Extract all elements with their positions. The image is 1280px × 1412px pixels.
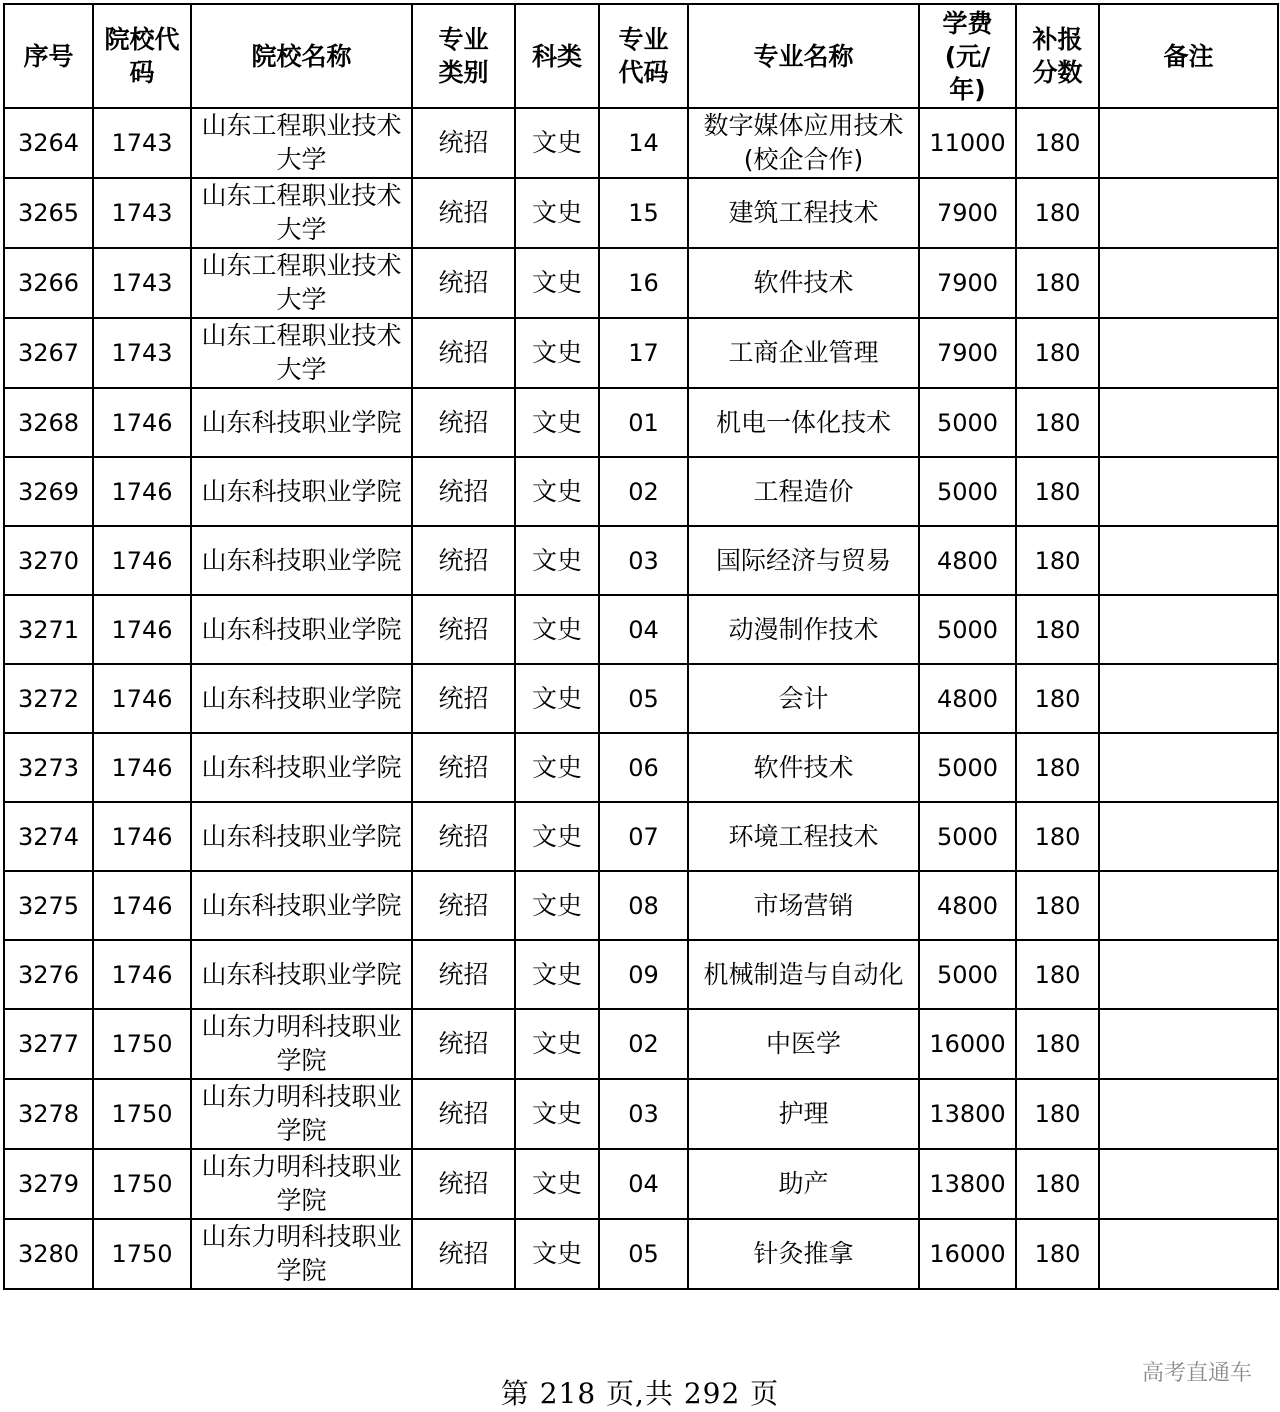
- subject-cell: 文史: [515, 178, 599, 248]
- remarks-cell: [1099, 1079, 1278, 1149]
- table-row: [4, 595, 1278, 664]
- major-category-cell: 统招: [412, 318, 515, 388]
- subject-cell: 文史: [515, 1009, 599, 1079]
- school-name-cell: 山东力明科技职业学院: [191, 1219, 412, 1289]
- remarks-cell: [1099, 108, 1278, 178]
- major-name-cell: 助产: [688, 1149, 919, 1219]
- header-cell-school-code: 院校代码: [93, 4, 191, 108]
- tuition-cell: 5000: [919, 388, 1016, 457]
- seq-cell: 3276: [4, 940, 93, 1009]
- seq-cell: 3265: [4, 178, 93, 248]
- tuition-cell: 13800: [919, 1079, 1016, 1149]
- major-code-cell: 05: [599, 1219, 688, 1289]
- major-category-cell: 统招: [412, 388, 515, 457]
- school-name-cell: 山东工程职业技术大学: [191, 108, 412, 178]
- subject-cell: 文史: [515, 388, 599, 457]
- major-name-cell: 工商企业管理: [688, 318, 919, 388]
- seq-cell: 3278: [4, 1079, 93, 1149]
- seq-cell: 3280: [4, 1219, 93, 1289]
- remarks-cell: [1099, 178, 1278, 248]
- school-name-cell: 山东科技职业学院: [191, 871, 412, 940]
- school-name-cell: 山东科技职业学院: [191, 526, 412, 595]
- table-row: [4, 871, 1278, 940]
- table-row: [4, 664, 1278, 733]
- school-code-cell: 1746: [93, 733, 191, 802]
- remarks-cell: [1099, 388, 1278, 457]
- major-name-cell: 环境工程技术: [688, 802, 919, 871]
- major-category-cell: 统招: [412, 248, 515, 318]
- major-code-cell: 17: [599, 318, 688, 388]
- subject-cell: 文史: [515, 318, 599, 388]
- page-number: 第 218 页,共 292 页: [500, 1377, 780, 1410]
- major-code-cell: 14: [599, 108, 688, 178]
- major-code-cell: 05: [599, 664, 688, 733]
- major-code-cell: 09: [599, 940, 688, 1009]
- major-category-cell: 统招: [412, 178, 515, 248]
- seq-cell: 3272: [4, 664, 93, 733]
- school-code-cell: 1746: [93, 871, 191, 940]
- seq-cell: 3267: [4, 318, 93, 388]
- subject-cell: 文史: [515, 1219, 599, 1289]
- school-code-cell: 1750: [93, 1149, 191, 1219]
- major-code-cell: 03: [599, 526, 688, 595]
- major-code-cell: 01: [599, 388, 688, 457]
- tuition-cell: 16000: [919, 1009, 1016, 1079]
- seq-cell: 3271: [4, 595, 93, 664]
- subject-cell: 文史: [515, 871, 599, 940]
- table-row: [4, 178, 1278, 248]
- table-row: [4, 318, 1278, 388]
- major-code-cell: 07: [599, 802, 688, 871]
- supplement-score-cell: 180: [1016, 664, 1099, 733]
- school-code-cell: 1746: [93, 940, 191, 1009]
- header-cell-remarks: 备注: [1099, 4, 1278, 108]
- major-category-cell: 统招: [412, 595, 515, 664]
- school-code-cell: 1746: [93, 664, 191, 733]
- seq-cell: 3269: [4, 457, 93, 526]
- table-row: [4, 457, 1278, 526]
- major-name-cell: 市场营销: [688, 871, 919, 940]
- table-row: [4, 1009, 1278, 1079]
- major-category-cell: 统招: [412, 1079, 515, 1149]
- major-code-cell: 04: [599, 595, 688, 664]
- school-code-cell: 1750: [93, 1079, 191, 1149]
- subject-cell: 文史: [515, 526, 599, 595]
- major-name-cell: 建筑工程技术: [688, 178, 919, 248]
- subject-cell: 文史: [515, 595, 599, 664]
- subject-cell: 文史: [515, 802, 599, 871]
- tuition-cell: 13800: [919, 1149, 1016, 1219]
- school-name-cell: 山东科技职业学院: [191, 595, 412, 664]
- school-name-cell: 山东力明科技职业学院: [191, 1149, 412, 1219]
- remarks-cell: [1099, 733, 1278, 802]
- remarks-cell: [1099, 1149, 1278, 1219]
- tuition-cell: 5000: [919, 595, 1016, 664]
- school-code-cell: 1746: [93, 595, 191, 664]
- supplement-score-cell: 180: [1016, 733, 1099, 802]
- remarks-cell: [1099, 248, 1278, 318]
- school-code-cell: 1743: [93, 318, 191, 388]
- remarks-cell: [1099, 457, 1278, 526]
- school-code-cell: 1750: [93, 1009, 191, 1079]
- seq-cell: 3264: [4, 108, 93, 178]
- table-row: [4, 1219, 1278, 1289]
- seq-cell: 3273: [4, 733, 93, 802]
- seq-cell: 3270: [4, 526, 93, 595]
- header-cell-school-name: 院校名称: [191, 4, 412, 108]
- table-header: [4, 4, 1278, 108]
- major-category-cell: 统招: [412, 940, 515, 1009]
- major-code-cell: 03: [599, 1079, 688, 1149]
- major-category-cell: 统招: [412, 1009, 515, 1079]
- tuition-cell: 5000: [919, 940, 1016, 1009]
- major-name-cell: 数字媒体应用技术(校企合作): [688, 108, 919, 178]
- supplement-score-cell: 180: [1016, 526, 1099, 595]
- school-name-cell: 山东科技职业学院: [191, 457, 412, 526]
- major-category-cell: 统招: [412, 733, 515, 802]
- tuition-cell: 7900: [919, 248, 1016, 318]
- remarks-cell: [1099, 802, 1278, 871]
- major-code-cell: 02: [599, 457, 688, 526]
- subject-cell: 文史: [515, 457, 599, 526]
- table-row: [4, 940, 1278, 1009]
- school-code-cell: 1746: [93, 457, 191, 526]
- header-cell-major-code: 专业代码: [599, 4, 688, 108]
- watermark: 高考直通车: [1141, 1361, 1252, 1386]
- supplement-score-cell: 180: [1016, 318, 1099, 388]
- table-row: [4, 733, 1278, 802]
- header-cell-major-name: 专业名称: [688, 4, 919, 108]
- supplement-score-cell: 180: [1016, 248, 1099, 318]
- remarks-cell: [1099, 318, 1278, 388]
- tuition-cell: 4800: [919, 526, 1016, 595]
- tuition-cell: 5000: [919, 802, 1016, 871]
- major-category-cell: 统招: [412, 664, 515, 733]
- major-name-cell: 护理: [688, 1079, 919, 1149]
- remarks-cell: [1099, 871, 1278, 940]
- seq-cell: 3266: [4, 248, 93, 318]
- school-name-cell: 山东力明科技职业学院: [191, 1009, 412, 1079]
- header-cell-major-category: 专业类别: [412, 4, 515, 108]
- major-category-cell: 统招: [412, 802, 515, 871]
- major-category-cell: 统招: [412, 871, 515, 940]
- remarks-cell: [1099, 664, 1278, 733]
- major-category-cell: 统招: [412, 1149, 515, 1219]
- tuition-cell: 16000: [919, 1219, 1016, 1289]
- school-code-cell: 1746: [93, 802, 191, 871]
- table-row: [4, 108, 1278, 178]
- school-name-cell: 山东工程职业技术大学: [191, 248, 412, 318]
- remarks-cell: [1099, 526, 1278, 595]
- tuition-cell: 5000: [919, 457, 1016, 526]
- supplement-score-cell: 180: [1016, 1219, 1099, 1289]
- school-name-cell: 山东科技职业学院: [191, 388, 412, 457]
- tuition-cell: 7900: [919, 178, 1016, 248]
- table-row: [4, 526, 1278, 595]
- table-row: [4, 388, 1278, 457]
- remarks-cell: [1099, 1219, 1278, 1289]
- major-category-cell: 统招: [412, 526, 515, 595]
- supplement-score-cell: 180: [1016, 1009, 1099, 1079]
- major-name-cell: 机械制造与自动化: [688, 940, 919, 1009]
- major-code-cell: 06: [599, 733, 688, 802]
- subject-cell: 文史: [515, 664, 599, 733]
- major-name-cell: 针灸推拿: [688, 1219, 919, 1289]
- school-code-cell: 1743: [93, 108, 191, 178]
- school-name-cell: 山东科技职业学院: [191, 733, 412, 802]
- school-name-cell: 山东工程职业技术大学: [191, 178, 412, 248]
- major-name-cell: 软件技术: [688, 248, 919, 318]
- header-cell-tuition: 学费(元/年): [919, 4, 1016, 108]
- major-code-cell: 02: [599, 1009, 688, 1079]
- seq-cell: 3277: [4, 1009, 93, 1079]
- header-cell-supplement-score: 补报分数: [1016, 4, 1099, 108]
- table-row: [4, 1079, 1278, 1149]
- major-code-cell: 16: [599, 248, 688, 318]
- supplement-score-cell: 180: [1016, 802, 1099, 871]
- subject-cell: 文史: [515, 248, 599, 318]
- subject-cell: 文史: [515, 1079, 599, 1149]
- tuition-cell: 7900: [919, 318, 1016, 388]
- major-name-cell: 中医学: [688, 1009, 919, 1079]
- major-name-cell: 国际经济与贸易: [688, 526, 919, 595]
- school-code-cell: 1743: [93, 248, 191, 318]
- table-body: [4, 108, 1278, 1289]
- supplement-score-cell: 180: [1016, 108, 1099, 178]
- supplement-score-cell: 180: [1016, 940, 1099, 1009]
- header-cell-seq: 序号: [4, 4, 93, 108]
- seq-cell: 3274: [4, 802, 93, 871]
- major-code-cell: 04: [599, 1149, 688, 1219]
- school-name-cell: 山东科技职业学院: [191, 664, 412, 733]
- header-row: [4, 4, 1278, 108]
- subject-cell: 文史: [515, 108, 599, 178]
- supplement-score-cell: 180: [1016, 1149, 1099, 1219]
- remarks-cell: [1099, 595, 1278, 664]
- subject-cell: 文史: [515, 940, 599, 1009]
- admissions-table: [3, 3, 1279, 1290]
- seq-cell: 3268: [4, 388, 93, 457]
- table-row: [4, 1149, 1278, 1219]
- major-code-cell: 08: [599, 871, 688, 940]
- subject-cell: 文史: [515, 1149, 599, 1219]
- tuition-cell: 4800: [919, 664, 1016, 733]
- remarks-cell: [1099, 1009, 1278, 1079]
- school-code-cell: 1746: [93, 526, 191, 595]
- school-code-cell: 1746: [93, 388, 191, 457]
- school-name-cell: 山东科技职业学院: [191, 802, 412, 871]
- major-name-cell: 工程造价: [688, 457, 919, 526]
- supplement-score-cell: 180: [1016, 595, 1099, 664]
- major-name-cell: 动漫制作技术: [688, 595, 919, 664]
- tuition-cell: 5000: [919, 733, 1016, 802]
- seq-cell: 3275: [4, 871, 93, 940]
- major-category-cell: 统招: [412, 457, 515, 526]
- tuition-cell: 11000: [919, 108, 1016, 178]
- major-name-cell: 软件技术: [688, 733, 919, 802]
- remarks-cell: [1099, 940, 1278, 1009]
- major-name-cell: 机电一体化技术: [688, 388, 919, 457]
- major-code-cell: 15: [599, 178, 688, 248]
- supplement-score-cell: 180: [1016, 178, 1099, 248]
- header-cell-subject: 科类: [515, 4, 599, 108]
- school-name-cell: 山东力明科技职业学院: [191, 1079, 412, 1149]
- major-category-cell: 统招: [412, 1219, 515, 1289]
- table-row: [4, 802, 1278, 871]
- table-row: [4, 248, 1278, 318]
- school-name-cell: 山东工程职业技术大学: [191, 318, 412, 388]
- school-code-cell: 1743: [93, 178, 191, 248]
- tuition-cell: 4800: [919, 871, 1016, 940]
- school-code-cell: 1750: [93, 1219, 191, 1289]
- supplement-score-cell: 180: [1016, 388, 1099, 457]
- supplement-score-cell: 180: [1016, 457, 1099, 526]
- seq-cell: 3279: [4, 1149, 93, 1219]
- subject-cell: 文史: [515, 733, 599, 802]
- major-name-cell: 会计: [688, 664, 919, 733]
- supplement-score-cell: 180: [1016, 1079, 1099, 1149]
- supplement-score-cell: 180: [1016, 871, 1099, 940]
- school-name-cell: 山东科技职业学院: [191, 940, 412, 1009]
- major-category-cell: 统招: [412, 108, 515, 178]
